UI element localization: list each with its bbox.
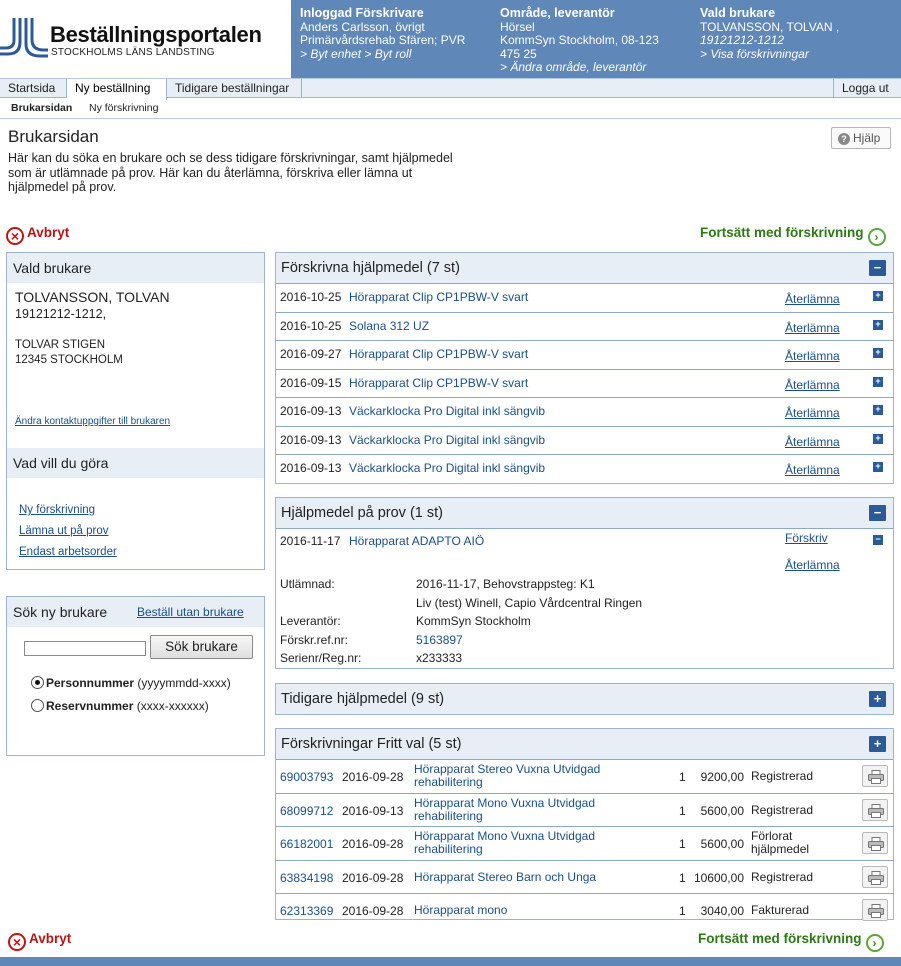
free-choice-list [276, 759, 893, 927]
expand-row-icon[interactable]: + [873, 405, 883, 415]
handed-out-value: 2016-11-17, Behovstrappsteg: K1 [416, 577, 595, 591]
search-user-header [7, 597, 264, 627]
area-title: Område, leverantör [500, 6, 615, 20]
user-city: 12345 STOCKHOLM [15, 354, 123, 366]
serial-label: Serienr/Reg.nr: [280, 651, 362, 665]
selected-user-heading: Vald brukare [7, 253, 264, 283]
continue-button-bottom[interactable] [698, 931, 884, 952]
close-icon: × [8, 933, 26, 951]
ref-label: Förskr.ref.nr: [280, 633, 349, 647]
print-button[interactable] [862, 765, 888, 787]
tab-tidigare-bestallningar[interactable]: Tidigare beställningar [167, 79, 302, 98]
table-row [276, 369, 893, 398]
table-row [276, 759, 893, 793]
trial-handout-link[interactable]: Lämna ut på prov [19, 525, 109, 537]
order-price: 10600,00 [693, 870, 744, 885]
order-status: Fakturerad [751, 903, 810, 917]
prescriber-unit: Primärvårdsrehab Sfären; PVR [300, 33, 466, 47]
brand-subtitle: STOCKHOLMS LÄNS LANDSTING [51, 47, 215, 58]
expand-row-icon[interactable]: + [873, 434, 883, 444]
collapse-row-icon[interactable]: − [873, 535, 883, 545]
order-price: 5600,00 [700, 837, 744, 851]
prescribed-aids-header [276, 253, 893, 283]
trial-aids-heading: Hjälpmedel på prov (1 st) [281, 505, 443, 521]
logged-in-prescriber [300, 7, 465, 61]
order-quantity: 1 [679, 837, 686, 851]
order-price: 9200,00 [700, 770, 744, 784]
row-product-name[interactable]: Väckarklocka Pro Digital inkl sängvib [349, 432, 546, 447]
order-quantity: 1 [679, 870, 686, 885]
sub-nav [0, 99, 901, 119]
prescriber-name: Anders Carlsson, övrigt [300, 19, 425, 34]
print-button[interactable] [862, 799, 888, 821]
order-product[interactable]: Hörapparat Stereo Vuxna Utvidgad rehabilitering [414, 762, 601, 789]
cancel-label: Avbryt [27, 225, 70, 240]
user-name: TOLVANSSON, TOLVAN [15, 289, 170, 305]
radio-reservnummer-label: Reservnummer [46, 699, 134, 713]
row-date: 2016-10-25 [280, 318, 342, 333]
table-row [276, 340, 893, 369]
order-id[interactable]: 68099712 [280, 803, 334, 818]
print-button[interactable] [862, 832, 888, 854]
prescribed-aids-list [276, 283, 893, 483]
order-id[interactable]: 66182001 [280, 837, 334, 851]
return-link[interactable]: Återlämna [785, 463, 840, 477]
arrow-right-icon: › [868, 228, 886, 246]
order-date: 2016-09-13 [342, 803, 404, 818]
row-product-name[interactable]: Hörapparat Clip CP1PBW-V svart [349, 290, 529, 304]
subnav-brukarsidan[interactable]: Brukarsidan [11, 102, 73, 114]
order-product[interactable]: Hörapparat Mono Vuxna Utvidgad rehabilitering [414, 829, 595, 856]
row-date: 2016-09-13 [280, 432, 342, 447]
new-prescription-link[interactable]: Ny förskrivning [19, 504, 96, 516]
table-row [276, 283, 893, 312]
continue-label: Fortsätt med förskrivning [698, 931, 862, 946]
order-price: 3040,00 [700, 904, 744, 918]
logo[interactable] [0, 0, 290, 78]
radio-personnummer-hint: (yyyymmdd-xxxx) [137, 676, 231, 690]
handed-out-value-2: Liv (test) Winell, Capio Vårdcentral Ringen [416, 596, 643, 610]
close-icon: × [6, 227, 24, 245]
subnav-ny-forskrivning[interactable]: Ny förskrivning [89, 102, 159, 114]
order-quantity: 1 [679, 803, 686, 818]
expand-row-icon[interactable]: + [873, 348, 883, 358]
brand-title: Beställningsportalen [50, 22, 262, 47]
help-button[interactable] [831, 127, 891, 149]
row-product-name[interactable]: Hörapparat Clip CP1PBW-V svart [349, 375, 529, 390]
main-nav [0, 78, 901, 98]
prescribe-link[interactable]: Förskriv [785, 531, 828, 545]
return-link[interactable]: Återlämna [785, 406, 840, 420]
table-row [276, 826, 893, 860]
print-button[interactable] [862, 899, 888, 921]
free-choice-header [276, 729, 893, 759]
row-date: 2016-10-25 [280, 290, 342, 304]
supplier-label: Leverantör: [280, 614, 341, 628]
free-choice-panel [275, 728, 894, 920]
page-description: Här kan du söka en brukare och se dess tidigare förskrivningar, samt hjälpmedel som är utlämnade på prov. Här kan du återlämna, förskriva eller lämna ut hjälpmedel på prov. [8, 151, 453, 194]
selected-user-name: TOLVANSSON, TOLVAN , [700, 19, 840, 34]
collapse-icon[interactable]: − [869, 260, 886, 276]
help-label: Hjälp [853, 131, 881, 145]
expand-row-icon[interactable]: + [873, 320, 883, 330]
order-date: 2016-09-28 [342, 904, 404, 918]
previous-aids-panel [275, 683, 894, 715]
print-button[interactable] [862, 866, 888, 888]
table-row [276, 893, 893, 927]
order-product[interactable]: Hörapparat Mono Vuxna Utvidgad rehabilitering [414, 795, 595, 823]
question-icon: ? [838, 133, 850, 145]
expand-row-icon[interactable]: + [873, 462, 883, 472]
cancel-button-top[interactable] [6, 225, 69, 245]
expand-icon[interactable]: + [869, 736, 886, 752]
ref-value[interactable]: 5163897 [416, 633, 463, 647]
supplier-value: KommSyn Stockholm, 08-123 [500, 33, 659, 47]
order-status: Förlorat hjälpmedel [751, 829, 810, 856]
cancel-button-bottom[interactable] [8, 931, 71, 951]
table-row [276, 397, 893, 426]
row-product-name[interactable]: Solana 312 UZ [349, 318, 430, 333]
prescriber-title: Inloggad Förskrivare [300, 6, 424, 20]
previous-aids-header[interactable] [276, 684, 893, 714]
return-link[interactable]: Återlämna [785, 292, 840, 306]
radio-personnummer-label: Personnummer [46, 676, 135, 690]
order-price: 5600,00 [700, 803, 744, 818]
table-row [276, 454, 893, 483]
trial-aids-header [276, 498, 893, 528]
expand-icon[interactable]: + [869, 691, 886, 707]
previous-aids-heading: Tidigare hjälpmedel (9 st) [281, 691, 445, 707]
edit-contact-link[interactable]: Ändra kontaktuppgifter till brukaren [15, 416, 171, 427]
order-without-user-link[interactable]: Beställ utan brukare [137, 605, 244, 619]
order-date: 2016-09-28 [342, 837, 404, 851]
user-street: TOLVAR STIGEN [15, 339, 106, 351]
row-date: 2016-09-15 [280, 375, 342, 390]
order-product[interactable]: Hörapparat Stereo Barn och Unga [414, 869, 597, 884]
logout-button[interactable]: Logga ut [833, 79, 901, 98]
table-row [276, 860, 893, 894]
trial-aid-item [276, 528, 893, 668]
work-order-link[interactable]: Endast arbetsorder [19, 546, 117, 558]
footer-bar [0, 957, 901, 966]
prescribed-aids-panel [275, 252, 894, 484]
order-status: Registrerad [751, 769, 814, 783]
trial-date: 2016-11-17 [280, 534, 341, 548]
order-quantity: 1 [679, 770, 686, 784]
change-area-link[interactable]: > Ändra område, leverantör [500, 60, 647, 74]
page-title: Brukarsidan [8, 127, 99, 146]
row-date: 2016-09-13 [280, 404, 342, 418]
cancel-label: Avbryt [29, 931, 72, 946]
row-date: 2016-09-27 [280, 347, 342, 361]
return-link[interactable]: Återlämna [785, 320, 840, 335]
selected-user-pnr: 19121212-1212 [700, 33, 785, 47]
return-link[interactable]: Återlämna [785, 349, 840, 363]
order-id[interactable]: 69003793 [280, 770, 334, 784]
sll-logo-icon [0, 18, 48, 58]
order-quantity: 1 [679, 904, 686, 918]
expand-row-icon[interactable]: + [873, 377, 883, 387]
supplier-value: KommSyn Stockholm [416, 614, 531, 628]
free-choice-heading: Förskrivningar Fritt val (5 st) [281, 736, 462, 752]
user-pnr: 19121212-1212, [15, 307, 107, 321]
order-status: Registrerad [751, 869, 814, 884]
order-id[interactable]: 62313369 [280, 904, 334, 918]
header [0, 0, 901, 78]
area-value: Hörsel [500, 19, 535, 34]
order-date: 2016-09-28 [342, 770, 404, 784]
trial-aids-panel [275, 497, 894, 669]
continue-label: Fortsätt med förskrivning [700, 225, 864, 240]
search-user-heading: Sök ny brukare [13, 604, 108, 620]
printer-icon [868, 770, 884, 784]
printer-icon [868, 871, 884, 885]
printer-icon [868, 804, 884, 818]
table-row [276, 793, 893, 827]
radio-selected-icon[interactable] [31, 676, 44, 689]
search-user-button[interactable]: Sök brukare [150, 635, 253, 659]
show-prescriptions-link[interactable]: > Visa förskrivningar [700, 46, 809, 61]
handed-out-label: Utlämnad: [280, 577, 335, 591]
search-user-input[interactable] [24, 641, 146, 656]
printer-icon [868, 904, 884, 918]
tab-startsida[interactable]: Startsida [0, 79, 67, 98]
arrow-right-icon: › [866, 934, 884, 952]
selected-user-title: Vald brukare [700, 6, 776, 20]
row-product-name[interactable]: Hörapparat Clip CP1PBW-V svart [349, 347, 529, 361]
continue-button-top[interactable] [700, 225, 886, 246]
area-supplier [500, 7, 659, 75]
order-product[interactable]: Hörapparat mono [414, 903, 508, 917]
order-date: 2016-09-28 [342, 870, 404, 885]
return-link[interactable]: Återlämna [785, 558, 840, 572]
prescribed-aids-heading: Förskrivna hjälpmedel (7 st) [281, 260, 460, 276]
supplier-value-2: 475 25 [500, 46, 537, 61]
return-link[interactable]: Återlämna [785, 377, 840, 392]
what-to-do-heading: Vad vill du göra [7, 448, 264, 478]
radio-reservnummer[interactable] [31, 699, 209, 713]
row-date: 2016-09-13 [280, 461, 342, 475]
return-link[interactable]: Återlämna [785, 434, 840, 449]
collapse-icon[interactable]: − [869, 505, 886, 521]
radio-reservnummer-hint: (xxxx-xxxxxx) [136, 699, 209, 713]
order-id[interactable]: 63834198 [280, 870, 334, 885]
table-row [276, 426, 893, 455]
table-row [276, 312, 893, 341]
change-unit-role-link[interactable]: > Byt enhet > Byt roll [300, 46, 412, 61]
tab-ny-bestallning[interactable]: Ny beställning [67, 79, 167, 100]
radio-personnummer[interactable] [31, 676, 231, 690]
serial-value: x233333 [416, 651, 463, 665]
order-status: Registrerad [751, 802, 814, 817]
printer-icon [868, 837, 884, 851]
trial-product-name[interactable]: Hörapparat ADAPTO AIÖ [349, 534, 485, 548]
row-product-name[interactable]: Väckarklocka Pro Digital inkl sängvib [349, 461, 546, 475]
selected-user-panel [6, 252, 265, 570]
header-info [291, 0, 901, 78]
expand-row-icon[interactable]: + [873, 291, 883, 301]
selected-user-header [700, 7, 839, 61]
row-product-name[interactable]: Väckarklocka Pro Digital inkl sängvib [349, 404, 546, 418]
radio-unselected-icon[interactable] [31, 699, 44, 712]
